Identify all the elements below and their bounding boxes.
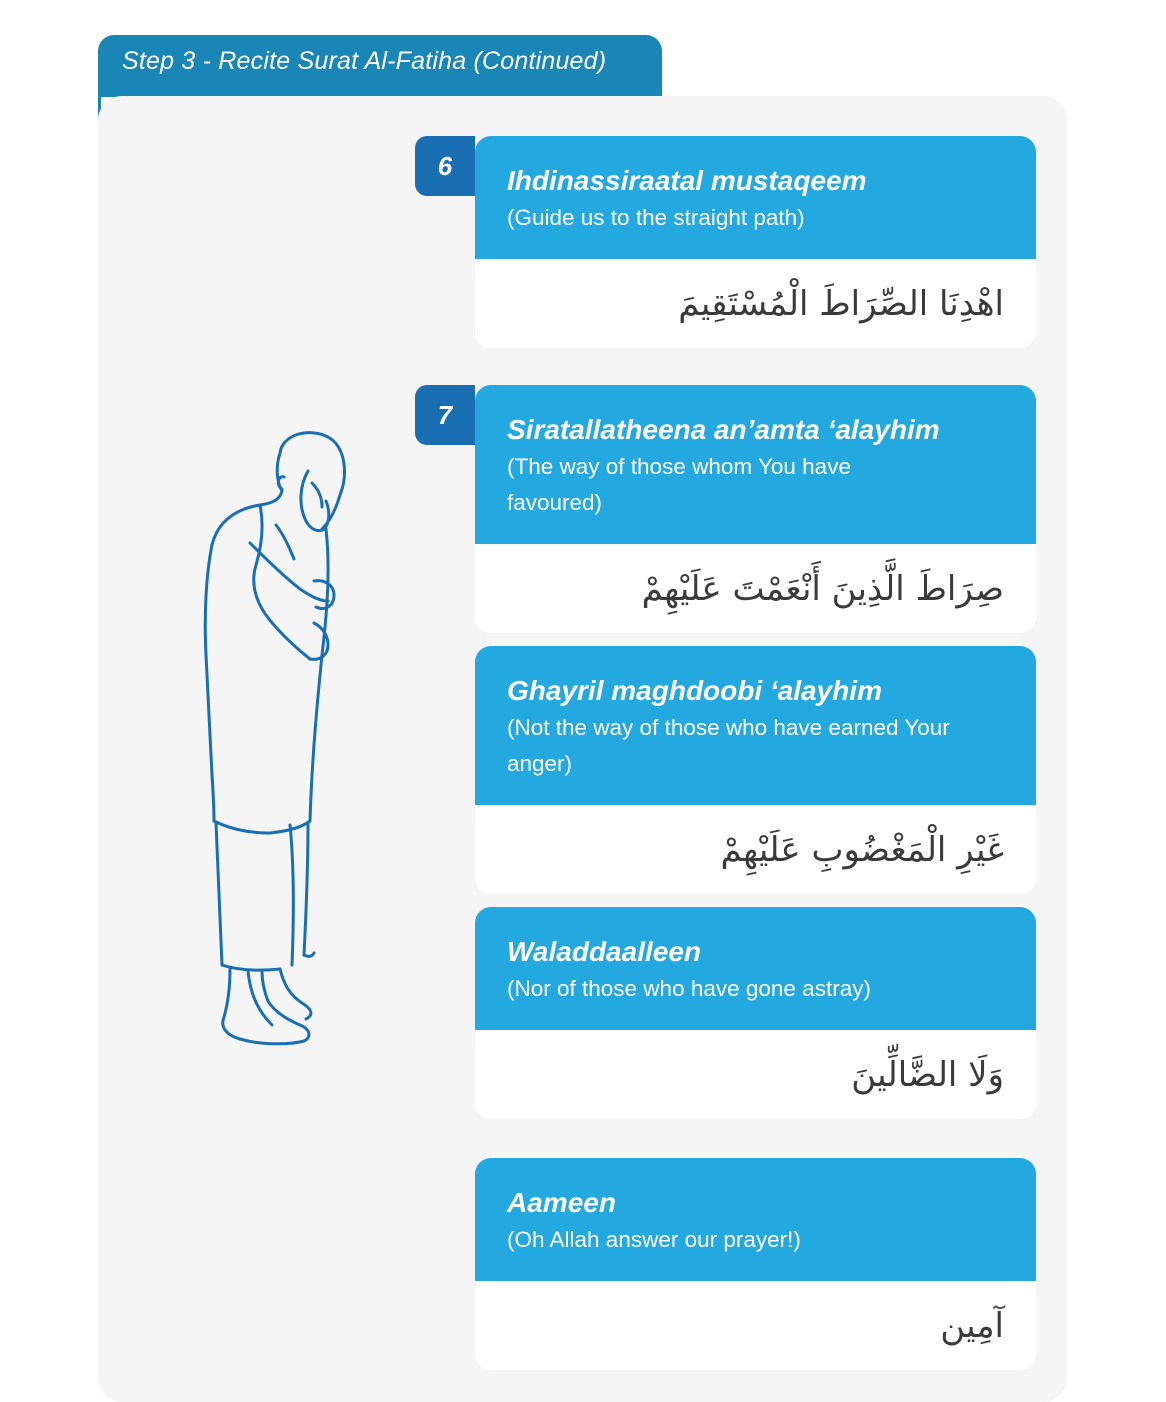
verse-header	[475, 646, 1036, 805]
transliteration: Ihdinassiraatal mustaqeem	[507, 165, 867, 196]
verse-card-6	[475, 136, 1036, 348]
arabic-text: اهْدِنَا الصِّرَاطَ الْمُسْتَقِيمَ	[678, 283, 1004, 324]
verse-header	[475, 1158, 1036, 1281]
aameen-card	[475, 1158, 1036, 1370]
arabic-text: صِرَاطَ الَّذِينَ أَنْعَمْتَ عَلَيْهِمْ	[641, 568, 1004, 609]
verse-header	[475, 385, 1036, 544]
arabic-text: غَيْرِ الْمَغْضُوبِ عَلَيْهِمْ	[720, 829, 1004, 870]
arabic-box	[475, 259, 1036, 348]
translation: (Oh Allah answer our prayer!)	[507, 1227, 801, 1252]
section-tab	[98, 35, 662, 97]
standing-prayer-figure-icon	[190, 425, 360, 1055]
translation: (The way of those whom You have favoured)	[507, 454, 851, 515]
arabic-box	[475, 1281, 1036, 1370]
translation: (Nor of those who have gone astray)	[507, 976, 871, 1001]
arabic-box	[475, 1030, 1036, 1119]
transliteration: Aameen	[507, 1187, 616, 1218]
transliteration: Siratallatheena an’amta ‘alayhim	[507, 414, 940, 445]
page-title: Step 3 - Recite Surat Al-Fatiha (Continued)	[122, 47, 607, 75]
verse-number-badge: 6	[415, 136, 475, 196]
verse-card-7	[475, 385, 1036, 633]
verse-card-7b	[475, 646, 1036, 894]
transliteration: Waladdaalleen	[507, 936, 702, 967]
arabic-text: وَلَا الضَّالِّينَ	[851, 1054, 1004, 1095]
transliteration: Ghayril maghdoobi ‘alayhim	[507, 675, 882, 706]
verse-header	[475, 907, 1036, 1030]
arabic-box	[475, 805, 1036, 894]
arabic-text: آمِين	[940, 1305, 1004, 1346]
arabic-box	[475, 544, 1036, 633]
translation: (Not the way of those who have earned Your anger)	[507, 715, 950, 776]
verse-card-7c	[475, 907, 1036, 1119]
translation: (Guide us to the straight path)	[507, 205, 805, 230]
verse-header	[475, 136, 1036, 259]
verse-number-badge: 7	[415, 385, 475, 445]
